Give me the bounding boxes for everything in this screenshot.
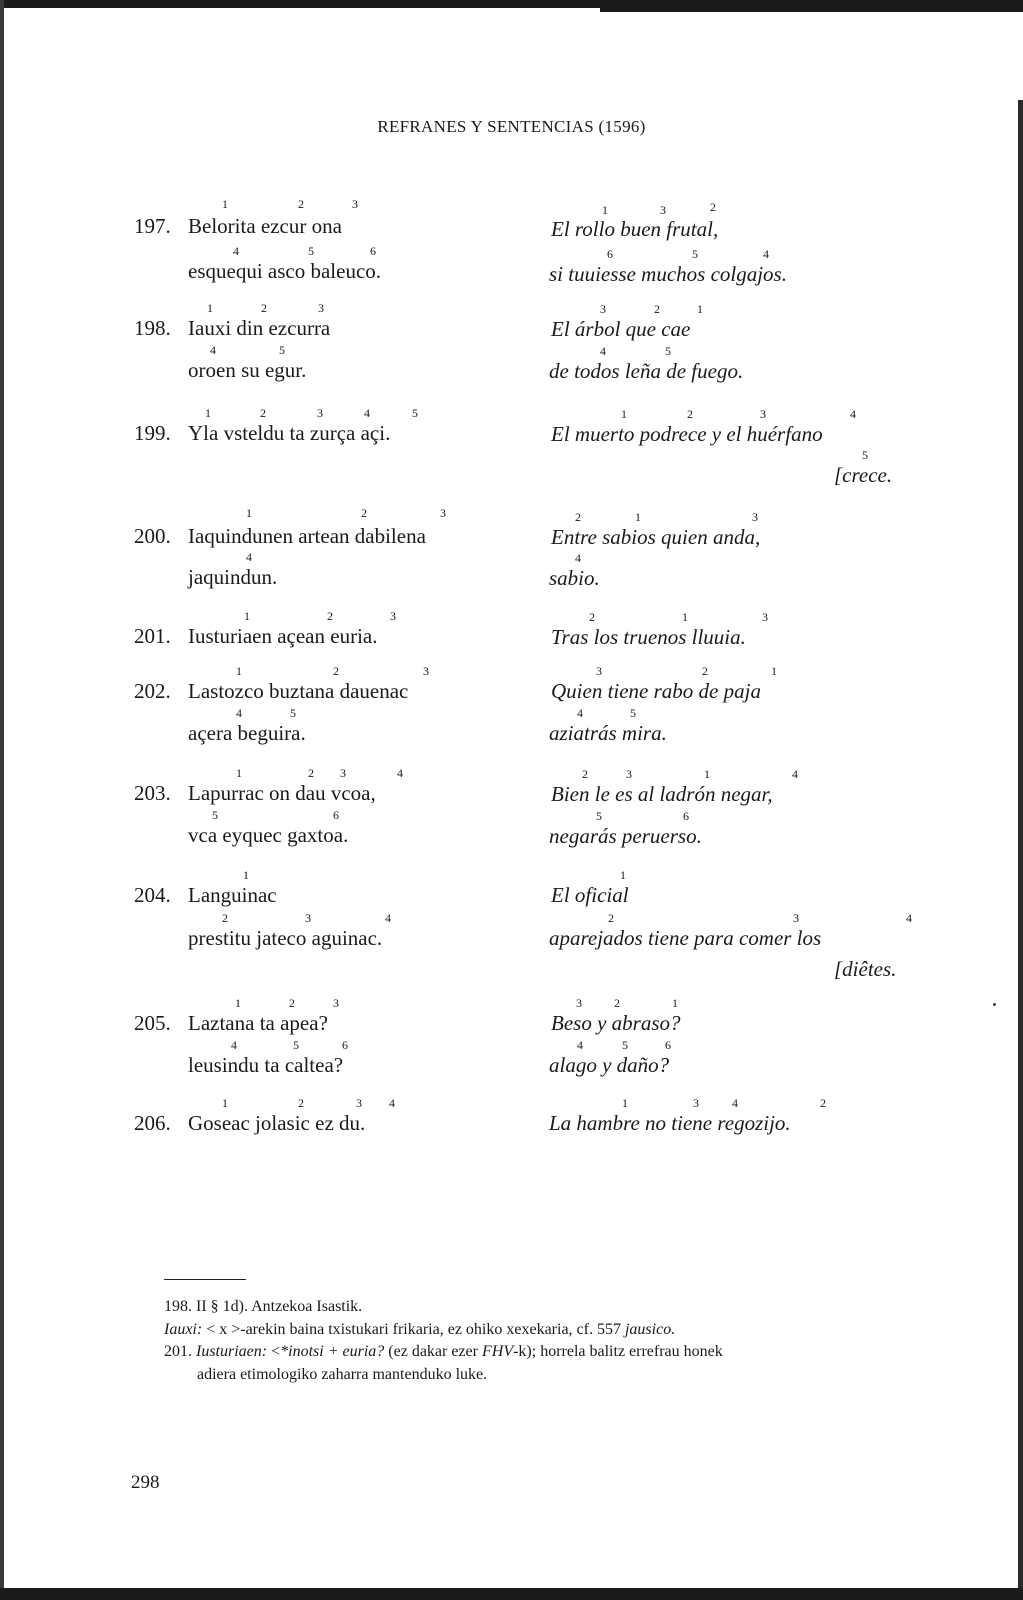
proverb-number: 203.: [134, 781, 171, 805]
word-index: 5: [212, 808, 218, 822]
word-index: 1: [207, 301, 213, 315]
footnote-source: FHV: [481, 1343, 514, 1360]
word-index: 4: [364, 406, 370, 420]
word-index: 1: [236, 664, 242, 678]
spanish-line: El oficial: [551, 883, 629, 907]
footnote-text: -k); horrela balitz errefrau honek: [513, 1343, 723, 1360]
word-index: 1: [635, 510, 641, 524]
word-index: 5: [862, 448, 868, 462]
word-index: 6: [333, 808, 339, 822]
basque-line: Iaquindunen artean dabilena: [188, 524, 426, 548]
spanish-line: Tras los truenos lluuia.: [551, 625, 746, 649]
word-index: 4: [732, 1096, 738, 1110]
proverb-number: 205.: [134, 1011, 171, 1035]
word-index: 2: [308, 766, 314, 780]
basque-line: jaquindun.: [188, 565, 278, 589]
word-index: 2: [702, 664, 708, 678]
word-index: 2: [298, 1096, 304, 1110]
spanish-line: alago y daño?: [549, 1053, 670, 1077]
word-index: 2: [260, 406, 266, 420]
spanish-line: aziatrás mira.: [549, 721, 667, 745]
word-index: 3: [352, 197, 358, 211]
word-index: 5: [596, 809, 602, 823]
word-index: 4: [389, 1096, 395, 1110]
word-index: 2: [589, 610, 595, 624]
proverb-number: 206.: [134, 1111, 171, 1135]
basque-line: Lapurrac on dau vcoa,: [188, 781, 376, 805]
word-index: 2: [298, 197, 304, 211]
footnote-reference: jausico.: [624, 1321, 676, 1338]
word-index: 4: [575, 551, 581, 565]
spanish-line: Beso y abraso?: [551, 1011, 681, 1035]
footnote-text: (ez dakar ezer: [384, 1343, 482, 1360]
word-index: 5: [622, 1038, 628, 1052]
footnote-198-iauxi: [164, 1321, 675, 1339]
word-index: 1: [622, 1096, 628, 1110]
spanish-line: El muerto podrece y el huérfano: [551, 422, 823, 446]
word-index: 1: [771, 664, 777, 678]
word-index: 5: [692, 247, 698, 261]
word-index: 6: [683, 809, 689, 823]
word-index: 3: [752, 510, 758, 524]
word-index: 5: [665, 344, 671, 358]
word-index: 4: [792, 767, 798, 781]
word-index: 3: [660, 203, 666, 217]
spanish-line: El rollo buen frutal,: [551, 217, 719, 241]
word-index: 2: [654, 302, 660, 316]
word-index: 4: [577, 706, 583, 720]
spanish-line: negarás peruerso.: [549, 824, 702, 848]
scan-border-left: [0, 0, 4, 1600]
word-index: 3: [600, 302, 606, 316]
basque-line: Languinac: [188, 883, 277, 907]
footnote-rule: [164, 1279, 246, 1280]
spanish-line: La hambre no tiene regozijo.: [549, 1111, 791, 1135]
proverb-number: 198.: [134, 316, 171, 340]
word-index: 3: [390, 609, 396, 623]
basque-line: esquequi asco baleuco.: [188, 259, 382, 283]
word-index: 5: [412, 406, 418, 420]
running-header: REFRANES Y SENTENCIAS (1596): [377, 117, 646, 136]
word-index: 1: [243, 868, 249, 882]
word-index: 4: [246, 550, 252, 564]
word-index: 4: [906, 911, 912, 925]
word-index: 1: [672, 996, 678, 1010]
scan-border-top: [0, 0, 1023, 8]
word-index: 4: [577, 1038, 583, 1052]
word-index: 2: [710, 200, 716, 214]
word-index: 4: [600, 344, 606, 358]
word-index: 1: [704, 767, 710, 781]
word-index: 2: [608, 911, 614, 925]
word-index: 3: [333, 996, 339, 1010]
footnote-201-continuation: adiera etimologiko zaharra mantenduko luke.: [197, 1366, 488, 1383]
spanish-line-continuation: [crece.: [834, 463, 893, 487]
footnote-term: Iusturiaen:: [196, 1343, 268, 1360]
footnote-201: [164, 1343, 723, 1361]
basque-line: Belorita ezcur ona: [188, 214, 342, 238]
word-index: 4: [210, 343, 216, 357]
word-index: 3: [576, 996, 582, 1010]
spanish-line: sabio.: [549, 566, 600, 590]
proverb-number: 199.: [134, 421, 171, 445]
basque-line: açera beguira.: [188, 721, 306, 745]
word-index: 2: [575, 510, 581, 524]
scan-border-bottom: [0, 1588, 1023, 1600]
proverb-number: 204.: [134, 883, 171, 907]
spanish-line: aparejados tiene para comer los: [549, 926, 822, 950]
spanish-line: Quien tiene rabo de paja: [551, 679, 761, 703]
word-index: 5: [290, 706, 296, 720]
footnote-198: 198. II § 1d). Antzekoa Isastik.: [164, 1298, 363, 1315]
scan-border-top-inner: [600, 8, 1023, 12]
word-index: 2: [327, 609, 333, 623]
word-index: 6: [607, 247, 613, 261]
word-index: 4: [397, 766, 403, 780]
word-index: 1: [236, 766, 242, 780]
word-index: 3: [440, 506, 446, 520]
word-index: 1: [682, 610, 688, 624]
proverb-number: 197.: [134, 214, 171, 238]
scan-border-right: [1018, 100, 1023, 1600]
word-index: 1: [205, 406, 211, 420]
basque-line: leusindu ta caltea?: [188, 1053, 344, 1077]
word-index: 4: [385, 911, 391, 925]
word-index: 3: [340, 766, 346, 780]
word-index: 6: [342, 1038, 348, 1052]
word-index: 2: [687, 407, 693, 421]
spanish-line: si tuuiesse muchos colgajos.: [549, 262, 787, 286]
basque-line: oroen su egur.: [188, 358, 307, 382]
word-index: 1: [620, 868, 626, 882]
word-index: 5: [279, 343, 285, 357]
word-index: 5: [308, 244, 314, 258]
basque-line: Laztana ta apea?: [188, 1011, 328, 1035]
basque-line: Iauxi din ezcurra: [188, 316, 331, 340]
word-index: 3: [318, 301, 324, 315]
word-index: 1: [222, 197, 228, 211]
basque-line: vca eyquec gaxtoa.: [188, 823, 349, 847]
page-number: 298: [131, 1472, 160, 1493]
word-index: 2: [261, 301, 267, 315]
word-index: 3: [762, 610, 768, 624]
proverb-number: 201.: [134, 624, 171, 648]
proverb-number: 202.: [134, 679, 171, 703]
word-index: 1: [244, 609, 250, 623]
spanish-line: de todos leña de fuego.: [549, 359, 744, 383]
footnote-form: *inotsi + euria?: [280, 1343, 385, 1360]
footnote-term: Iauxi:: [164, 1321, 203, 1338]
basque-line: prestitu jateco aguinac.: [188, 926, 383, 950]
word-index: 1: [697, 302, 703, 316]
word-index: 4: [236, 706, 242, 720]
word-index: 2: [361, 506, 367, 520]
word-index: 6: [665, 1038, 671, 1052]
word-index: 2: [289, 996, 295, 1010]
word-index: 1: [602, 203, 608, 217]
word-index: 4: [763, 247, 769, 261]
word-index: 1: [246, 506, 252, 520]
basque-line: Lastozco buztana dauenac: [188, 679, 409, 703]
footnote-text: <: [267, 1343, 281, 1360]
word-index: 6: [370, 244, 376, 258]
footnote-text: < x >-arekin baina txistukari frikaria, ez ohiko xexekaria, cf. 557: [202, 1321, 625, 1338]
basque-line: Iusturiaen açean euria.: [188, 624, 378, 648]
spanish-line-continuation: [diêtes.: [834, 957, 897, 981]
spanish-line: El árbol que cae: [551, 317, 691, 341]
word-index: 3: [317, 406, 323, 420]
word-index: 1: [235, 996, 241, 1010]
spanish-line: Bien le es al ladrón negar,: [551, 782, 773, 806]
word-index: 3: [626, 767, 632, 781]
word-index: 3: [793, 911, 799, 925]
word-index: 3: [596, 664, 602, 678]
word-index: 3: [423, 664, 429, 678]
word-index: 4: [233, 244, 239, 258]
word-index: 3: [305, 911, 311, 925]
word-index: 2: [222, 911, 228, 925]
basque-line: Goseac jolasic ez du.: [188, 1111, 366, 1135]
word-index: 1: [222, 1096, 228, 1110]
word-index: 2: [333, 664, 339, 678]
footnote-number: 201.: [164, 1343, 196, 1360]
proverb-number: 200.: [134, 524, 171, 548]
word-index: 2: [614, 996, 620, 1010]
word-index: 5: [293, 1038, 299, 1052]
scan-speck: [993, 1003, 996, 1006]
word-index: 2: [582, 767, 588, 781]
word-index: 2: [820, 1096, 826, 1110]
basque-line: Yla vsteldu ta zurça açi.: [188, 421, 391, 445]
spanish-line: Entre sabios quien anda,: [551, 525, 761, 549]
word-index: 3: [693, 1096, 699, 1110]
word-index: 4: [231, 1038, 237, 1052]
word-index: 5: [630, 706, 636, 720]
word-index: 1: [621, 407, 627, 421]
word-index: 4: [850, 407, 856, 421]
word-index: 3: [356, 1096, 362, 1110]
word-index: 3: [760, 407, 766, 421]
